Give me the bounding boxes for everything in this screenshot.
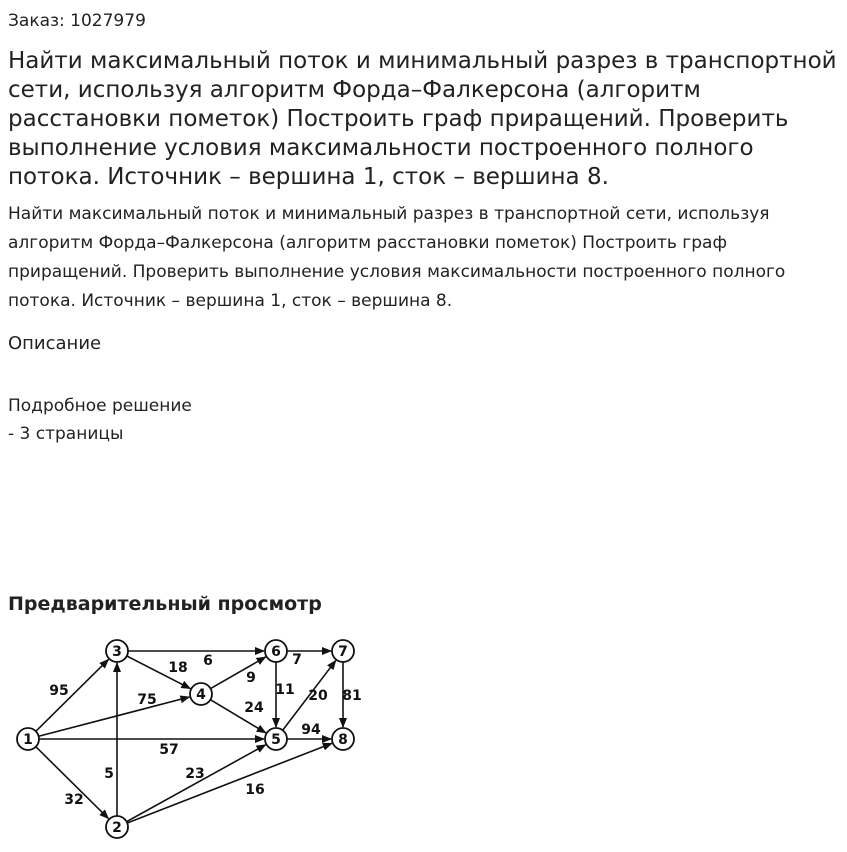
node-label-3: 3 [112,644,122,660]
node-label-6: 6 [271,644,281,660]
edge-capacity-1-5: 57 [159,742,179,758]
node-label-1: 1 [23,732,33,748]
task-text: Найти максимальный поток и минимальный разрез в транспортной сети, используя алгоритм Форда–Фалкерсона (алгоритм расстановки пометок) Построить граф приращений. Проверить выполнение условия максимальности построенного полного потока. Источник – вершина 1, сток – вершина 8. [8,204,786,311]
edge-capacity-1-3: 95 [49,683,69,699]
edge-capacity-7-8: 81 [342,688,362,704]
description-label: Описание [8,333,102,354]
edge-capacity-2-3: 5 [104,766,114,782]
edge-capacity-3-6: 6 [203,653,213,669]
preview-heading: Предварительный просмотр [8,593,322,615]
node-4 [190,683,212,705]
node-5 [265,728,287,750]
edge-1-4 [39,697,190,736]
node-label-8: 8 [338,732,348,748]
order-number: Заказ: 1027979 [8,11,146,31]
edge-capacity-6-5: 11 [275,682,295,698]
node-label-2: 2 [112,820,122,836]
edge-capacity-4-5: 24 [244,700,264,716]
pages-count: - 3 страницы [8,424,124,444]
page-title: Найти максимальный поток и минимальный разрез в транспортной сети, используя алгоритм Форда–Фалкерсона (алгоритм расстановки пометок) Построить граф приращений. Проверить выполнение условия максимальности построенного полного потока. Источник – вершина 1, сток – вершина 8. [8,48,837,190]
edge-capacity-5-8: 94 [301,722,321,738]
node-7 [332,640,354,662]
network-graph-preview [0,625,380,852]
solution-label: Подробное решение [8,396,192,416]
edge-2-8 [127,743,332,823]
edge-capacity-1-2: 32 [64,792,84,808]
edge-capacity-2-8: 16 [245,782,265,798]
edge-capacity-5-7: 20 [308,688,328,704]
node-label-5: 5 [271,732,281,748]
edge-4-6 [211,657,266,689]
node-8 [332,728,354,750]
edge-capacity-6-7: 7 [292,652,302,668]
edge-capacity-3-4: 18 [168,660,188,676]
edge-capacity-4-6: 9 [246,670,256,686]
node-6 [265,640,287,662]
edge-capacity-1-4: 75 [137,692,157,708]
node-1 [17,728,39,750]
node-3 [106,640,128,662]
node-2 [106,816,128,838]
node-label-4: 4 [196,687,206,703]
edge-capacity-2-5: 23 [185,766,205,782]
node-label-7: 7 [338,644,348,660]
